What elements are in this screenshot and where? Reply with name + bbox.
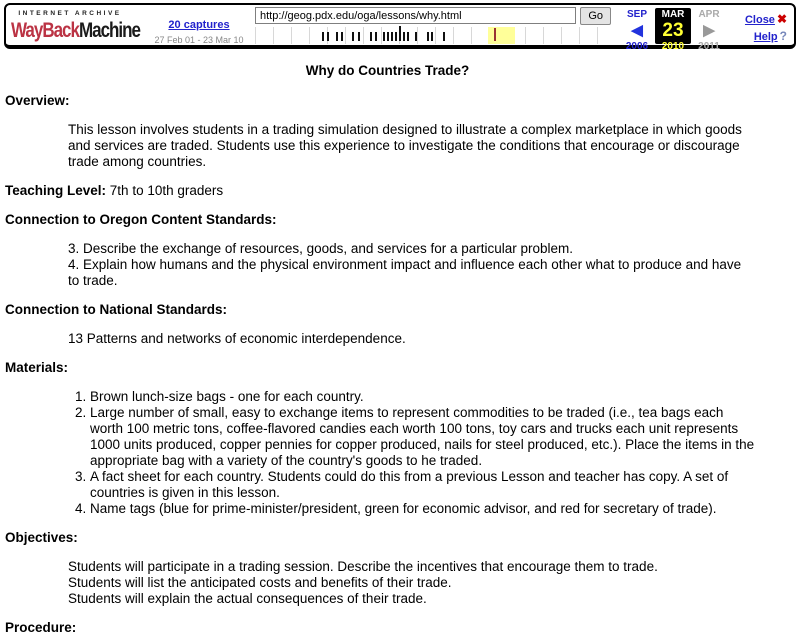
wordmark-black: Machine [78, 18, 140, 42]
capture-bar[interactable] [431, 32, 433, 41]
capture-bar[interactable] [322, 32, 324, 41]
capture-bar[interactable] [399, 26, 401, 41]
procedure-heading: Procedure: [5, 620, 77, 635]
next-year-label: 2011 [698, 41, 720, 52]
materials-list [5, 389, 760, 517]
materials-heading: Materials: [5, 360, 69, 375]
materials-item: 2. Large number of small, easy to exchange items to represent commodities to be traded (i.e., tea bags each worth 100 metric tons, coffee-flavored candies each worth 100 tons, toy cars and trucks each unit represents 1000 units produced, copper pennies for copper produced, nails for steel produced, etc.). Place the items in the appropriate bag with a variety of the country's goods to he traded. [90, 405, 760, 469]
objectives-item: Students will explain the actual consequences of their trade. [68, 591, 427, 606]
selected-capture-highlight [488, 27, 515, 44]
capture-bar[interactable] [407, 32, 409, 41]
capture-timeline[interactable] [255, 27, 611, 44]
materials-item: 4. Name tags (blue for prime-minister/president, green for economic advisor, and red for secretary of trade). [90, 501, 760, 517]
wordmark-red: WayBack [11, 18, 79, 42]
page-title: Why do Countries Trade? [305, 63, 470, 78]
capture-bar[interactable] [387, 32, 389, 41]
objectives-item: Students will list the anticipated costs and benefits of their trade. [68, 575, 452, 590]
teaching-level-value: 7th to 10th graders [109, 183, 224, 198]
url-row [255, 7, 611, 25]
objectives-heading: Objectives: [5, 530, 78, 545]
nav-prev-column [619, 8, 655, 52]
capture-date-range: 27 Feb 01 - 23 Mar 10 [154, 35, 244, 45]
date-navigator [611, 7, 731, 52]
close-x-icon[interactable]: ✖ [776, 12, 787, 26]
teaching-level-label: Teaching Level: [5, 183, 107, 198]
prev-month-link[interactable]: SEP [626, 9, 647, 20]
overview-heading: Overview: [5, 93, 70, 108]
oregon-standard-item: 4. Explain how humans and the physical environment impact and influence each other what to produce and have to trade. [68, 257, 742, 288]
materials-item: 1. Brown lunch-size bags - one for each country. [90, 389, 760, 405]
capture-bar[interactable] [395, 32, 397, 41]
url-input[interactable] [255, 7, 576, 24]
wayback-machine-wordmark [11, 18, 143, 43]
oregon-standard-item: 3. Describe the exchange of resources, goods, and services for a particular problem. [68, 241, 574, 256]
capture-bar[interactable] [403, 32, 405, 41]
captures-block [143, 7, 255, 44]
current-month-label: MAR [661, 9, 685, 20]
capture-bar[interactable] [427, 32, 429, 41]
overview-text: This lesson involves students in a trading simulation designed to illustrate a complex marketplace in which goods and services are traded. Students use this experience to investigate the conditions that encourage or discourage trade among countries. [68, 122, 742, 169]
internet-archive-label: INTERNET ARCHIVE [18, 10, 122, 17]
toolbar-right [731, 7, 789, 44]
national-standards-heading: Connection to National Standards: [5, 302, 228, 317]
objectives-item: Students will participate in a trading session. Describe the incentives that encourage them to trade. [68, 559, 658, 574]
prev-capture-arrow-icon[interactable]: ◀ [631, 22, 643, 39]
archived-page [0, 49, 800, 636]
current-capture-bar[interactable] [494, 28, 496, 41]
close-link[interactable]: Close [744, 14, 775, 26]
capture-bar[interactable] [375, 32, 377, 41]
capture-bar[interactable] [352, 32, 354, 41]
capture-bar[interactable] [415, 32, 417, 41]
next-capture-arrow-icon: ▶ [703, 22, 715, 39]
oregon-standards-list [68, 241, 750, 289]
wayback-logo[interactable] [11, 7, 143, 44]
help-link[interactable]: Help [753, 31, 778, 43]
help-question-icon[interactable]: ? [779, 29, 787, 43]
capture-bar[interactable] [327, 32, 329, 41]
prev-year-link[interactable]: 2006 [625, 41, 649, 52]
current-day-label: 23 [662, 20, 684, 41]
nav-current-column [655, 8, 691, 52]
capture-bar[interactable] [341, 32, 343, 41]
nav-next-column [691, 8, 727, 52]
toolbar-center [255, 7, 611, 44]
capture-bar[interactable] [391, 32, 393, 41]
capture-bar[interactable] [370, 32, 372, 41]
capture-bar[interactable] [383, 32, 385, 41]
go-button[interactable]: Go [580, 7, 611, 25]
capture-bar[interactable] [336, 32, 338, 41]
wayback-toolbar [4, 3, 796, 52]
capture-bar[interactable] [358, 32, 360, 41]
captures-link[interactable]: 20 captures [168, 19, 230, 31]
oregon-standards-heading: Connection to Oregon Content Standards: [5, 212, 277, 227]
national-standards-text: 13 Patterns and networks of economic interdependence. [68, 331, 406, 346]
objectives-list [68, 559, 750, 607]
capture-bar[interactable] [443, 32, 445, 41]
next-month-label: APR [698, 9, 720, 20]
teaching-level-line [5, 183, 770, 199]
current-year-label: 2010 [661, 41, 685, 52]
materials-item: 3. A fact sheet for each country. Students could do this from a previous Lesson and teacher has copy. A set of countries is given in this lesson. [90, 469, 760, 501]
